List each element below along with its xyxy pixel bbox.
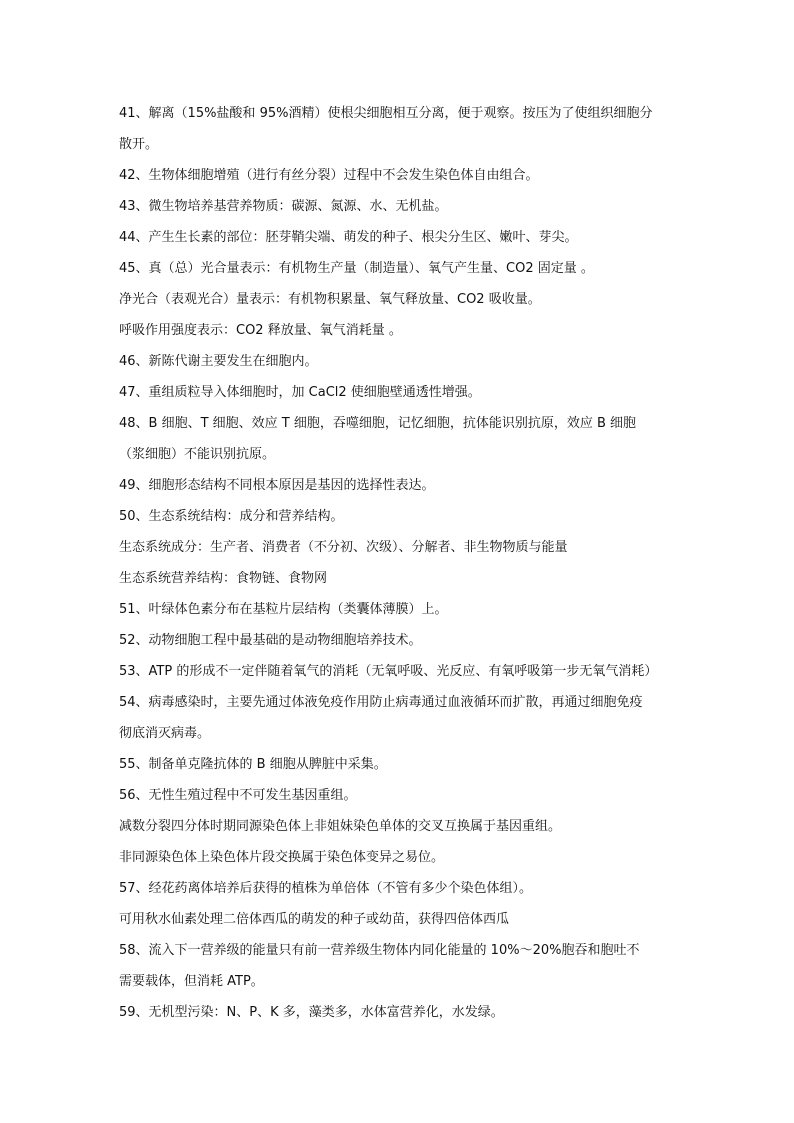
text-line: 52、动物细胞工程中最基础的是动物细胞培养技术。 bbox=[119, 633, 422, 648]
text-line: 非同源染色体上染色体片段交换属于染色体变异之易位。 bbox=[119, 850, 445, 865]
text-line: 55、制备单克隆抗体的 B 细胞从脾脏中采集。 bbox=[119, 757, 387, 772]
text-line: 58、流入下一营养级的能量只有前一营养级生物体内同化能量的 10%～20%胞吞和胞吐不 bbox=[119, 943, 640, 958]
text-line: 44、产生生长素的部位：胚芽鞘尖端、萌发的种子、根尖分生区、嫩叶、芽尖。 bbox=[119, 230, 578, 245]
text-line: 需要载体，但消耗 ATP。 bbox=[119, 974, 264, 989]
text-line: 45、真（总）光合量表示：有机物生产量（制造量）、氧气产生量、CO2 固定量 。 bbox=[119, 261, 594, 276]
text-line: 41、解离（15%盐酸和 95%酒精）使根尖细胞相互分离，便于观察。按压为了使组织细胞分 bbox=[119, 106, 653, 121]
text-line: 56、无性生殖过程中不可发生基因重组。 bbox=[119, 788, 357, 803]
text-line: 生态系统成分：生产者、消费者（不分初、次级）、分解者、非生物物质与能量 bbox=[119, 540, 568, 555]
text-line: 43、微生物培养基营养物质：碳源、氮源、水、无机盐。 bbox=[119, 199, 448, 214]
text-line: 42、生物体细胞增殖（进行有丝分裂）过程中不会发生染色体自由组合。 bbox=[119, 168, 539, 183]
text-line: 47、重组质粒导入体细胞时，加 CaCl2 使细胞壁通透性增强。 bbox=[119, 385, 481, 400]
document-body bbox=[119, 98, 679, 1028]
text-line: 可用秋水仙素处理二倍体西瓜的萌发的种子或幼苗，获得四倍体西瓜 bbox=[119, 912, 510, 927]
text-line: 54、病毒感染时，主要先通过体液免疫作用防止病毒通过血液循环而扩散，再通过细胞免疫 bbox=[119, 695, 643, 710]
text-line: 53、ATP 的形成不一定伴随着氧气的消耗（无氧呼吸、光反应、有氧呼吸第一步无氧气消耗） bbox=[119, 664, 658, 679]
text-line: 49、细胞形态结构不同根本原因是基因的选择性表达。 bbox=[119, 478, 435, 493]
text-line: 46、新陈代谢主要发生在细胞内。 bbox=[119, 354, 318, 369]
text-line: 减数分裂四分体时期同源染色体上非姐妹染色单体的交叉互换属于基因重组。 bbox=[119, 819, 562, 834]
text-line: （浆细胞）不能识别抗原。 bbox=[119, 447, 276, 462]
text-line: 57、经花药离体培养后获得的植株为单倍体（不管有多少个染色体组）。 bbox=[119, 881, 533, 896]
text-line: 净光合（表观光合）量表示：有机物积累量、氧气释放量、CO2 吸收量。 bbox=[119, 292, 541, 307]
text-line: 59、无机型污染：N、P、K 多，藻类多，水体富营养化，水发绿。 bbox=[119, 1005, 504, 1020]
text-line: 生态系统营养结构：食物链、食物网 bbox=[119, 571, 328, 586]
text-line: 呼吸作用强度表示：CO2 释放量、氧气消耗量 。 bbox=[119, 323, 402, 338]
text-line: 48、B 细胞、T 细胞、效应 T 细胞，吞噬细胞，记忆细胞，抗体能识别抗原，效应 B 细胞 bbox=[119, 416, 637, 431]
text-line: 彻底消灭病毒。 bbox=[119, 726, 211, 741]
text-line: 51、叶绿体色素分布在基粒片层结构（类囊体薄膜）上。 bbox=[119, 602, 448, 617]
text-line: 50、生态系统结构：成分和营养结构。 bbox=[119, 509, 344, 524]
text-line: 散开。 bbox=[119, 137, 159, 152]
